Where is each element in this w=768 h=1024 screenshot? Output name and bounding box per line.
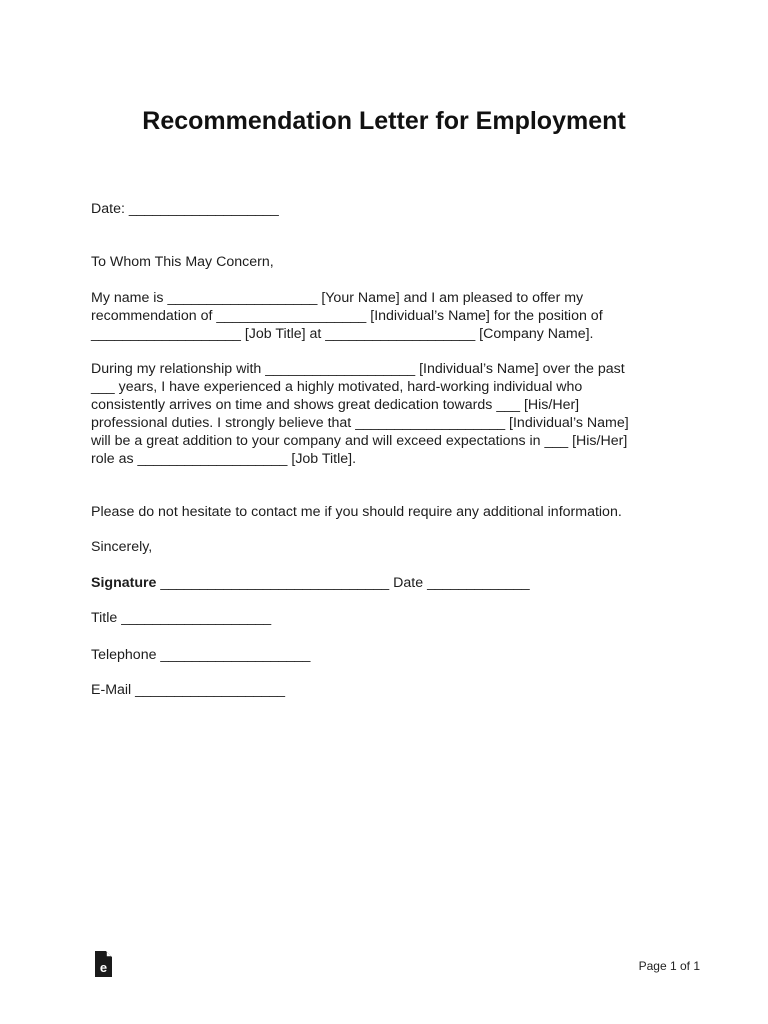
eforms-logo-icon xyxy=(93,950,113,978)
email-line: E-Mail ___________________ xyxy=(91,682,286,698)
title-line: Title ___________________ xyxy=(91,610,272,626)
sincerely: Sincerely, xyxy=(91,539,153,555)
paragraph-line: ___________________ [Job Title] at ___________________ [Company Name]. xyxy=(91,326,594,342)
paragraph-line: During my relationship with ___________________ [Individual’s Name] over the past xyxy=(91,361,625,377)
telephone-line: Telephone ___________________ xyxy=(91,647,311,663)
paragraph-line: professional duties. I strongly believe that ___________________ [Individual’s Name] xyxy=(91,415,629,431)
signature-label: Signature xyxy=(91,575,157,591)
closing-request: Please do not hesitate to contact me if you should require any additional information. xyxy=(91,504,622,520)
paragraph-line: will be a great addition to your company and will exceed expectations in ___ [His/Her] xyxy=(91,433,628,449)
document-title: Recommendation Letter for Employment xyxy=(142,107,626,135)
relationship-paragraph xyxy=(91,360,683,468)
signature-line xyxy=(91,574,683,592)
signature-blank: _____________________________ xyxy=(156,575,394,591)
date-line: Date: ___________________ xyxy=(91,201,279,217)
salutation: To Whom This May Concern, xyxy=(91,254,274,270)
date-blank: Date _____________ xyxy=(393,575,530,591)
paragraph-line: consistently arrives on time and shows great dedication towards ___ [His/Her] xyxy=(91,397,580,413)
svg-text:e: e xyxy=(99,960,108,975)
paragraph-line: recommendation of ___________________ [Individual’s Name] for the position of xyxy=(91,308,603,324)
page-number: Page 1 of 1 xyxy=(638,959,700,973)
paragraph-line: ___ years, I have experienced a highly motivated, hard-working individual who xyxy=(91,379,583,395)
paragraph-line: My name is ___________________ [Your Name] and I am pleased to offer my xyxy=(91,290,584,306)
introduction-paragraph xyxy=(91,289,683,343)
paragraph-line: role as ___________________ [Job Title]. xyxy=(91,451,357,467)
